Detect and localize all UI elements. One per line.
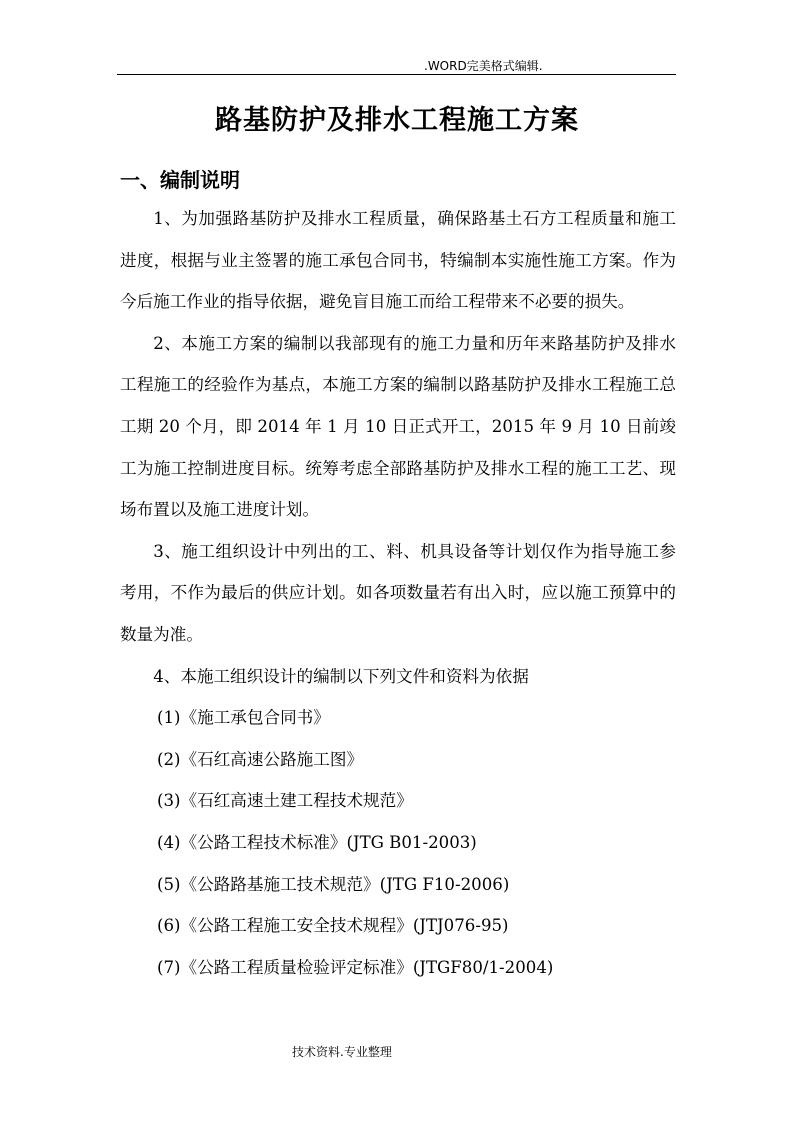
header-divider bbox=[117, 74, 676, 75]
paragraph-1: 1、为加强路基防护及排水工程质量，确保路基土石方工程质量和施工进度，根据与业主签署的施工承包合同书，特编制本实施性施工方案。作为今后施工作业的指导依据，避免盲目施工而给工程带来不必要的损失。 bbox=[120, 209, 676, 312]
reference-item: (6)《公路工程施工安全技术规程》(JTJ076-95) bbox=[157, 916, 509, 936]
paragraph-4: 4、本施工组织设计的编制以下列文件和资料为依据 bbox=[153, 666, 529, 686]
reference-item: (4)《公路工程技术标准》(JTG B01-2003) bbox=[157, 832, 477, 852]
reference-item: (2)《石红高速公路施工图》 bbox=[157, 749, 364, 769]
reference-item: (3)《石红高速土建工程技术规范》 bbox=[157, 791, 413, 811]
reference-item: (7)《公路工程质量检验评定标准》(JTGF80/1-2004) bbox=[157, 957, 554, 977]
page-header-text: .WORD完美格式编辑. bbox=[424, 59, 543, 73]
paragraph-3: 3、施工组织设计中列出的工、料、机具设备等计划仅作为指导施工参考用，不作为最后的供应计划。如各项数量若有出入时，应以施工预算中的数量为准。 bbox=[120, 541, 676, 644]
document-body bbox=[120, 198, 676, 988]
reference-item: (1)《施工承包合同书》 bbox=[157, 708, 330, 728]
section-heading: 一、编制说明 bbox=[120, 168, 240, 192]
reference-item: (5)《公路路基施工技术规范》(JTG F10-2006) bbox=[157, 874, 510, 894]
paragraph-2: 2、本施工方案的编制以我部现有的施工力量和历年来路基防护及排水工程施工的经验作为基点，本施工方案的编制以路基防护及排水工程施工总工期 20 个月，即 2014 年 1 月 10 日正式开工，2015 年 9 月 10 日前竣工为施工控制进度目标。统筹考虑全部路基防护及排水工程的施工工艺、现场布置以及施工进度计划。 bbox=[120, 333, 676, 520]
page-footer-text: 技术资料.专业整理 bbox=[292, 1045, 392, 1059]
document-title: 路基防护及排水工程施工方案 bbox=[215, 105, 579, 136]
